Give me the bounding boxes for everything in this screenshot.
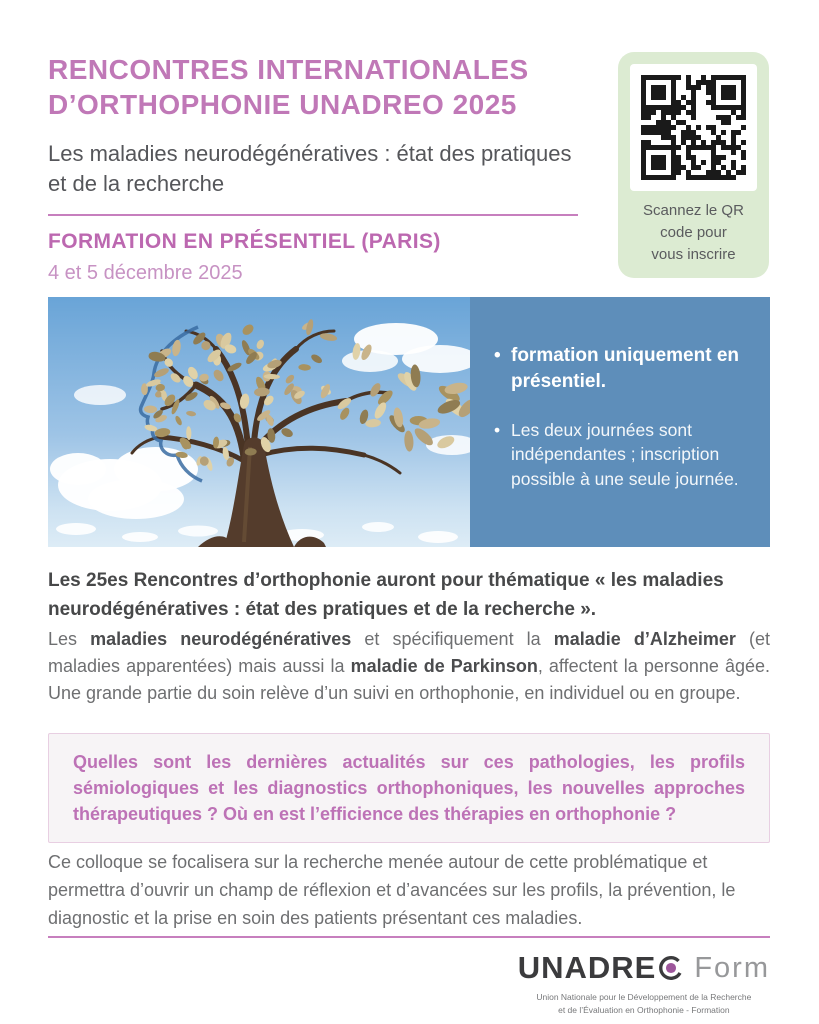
tree-head-photo bbox=[48, 297, 470, 547]
info-bullet-secondary: • Les deux journées sont indépendantes ; inscription possible à une seule journée. bbox=[494, 418, 742, 490]
logo-text-form: Form bbox=[694, 951, 770, 984]
body-paragraph: Les maladies neurodégénératives et spécifiquement la maladie d’Alzheimer (et maladies apparentées) mais aussi la maladie de Parkinson, affectent la personne âgée. Une grande partie du soin relève d’un suivi en orthophonie, en individuel ou en groupe. bbox=[48, 629, 771, 703]
question-text: Quelles sont les dernières actualités sur ces pathologies, les profils sémiologiques et les diagnostics orthophoniques, les nouvelles approches thérapeutiques ? Où en est l’efficience des thérapies en orthophonie ? bbox=[73, 752, 745, 824]
flyer-header bbox=[48, 52, 596, 285]
header-divider bbox=[48, 214, 578, 216]
format-heading: FORMATION EN PRÉSENTIEL (PARIS) bbox=[48, 229, 441, 253]
intro-paragraph: Les 25es Rencontres d’orthophonie auront pour thématique « les maladies neurodégénératives : état des pratiques et de la recherche ». bbox=[48, 570, 724, 621]
qr-caption: Scannez le QR code pour vous inscrire bbox=[643, 202, 744, 263]
hero-section bbox=[48, 297, 770, 547]
info-bullet-list bbox=[494, 343, 742, 491]
info-box bbox=[470, 297, 770, 547]
event-dates: 4 et 5 décembre 2025 bbox=[48, 261, 243, 284]
info-bullet-primary: • formation uniquement en présentiel. bbox=[494, 343, 742, 394]
logo-text-unadre: UNADRE bbox=[517, 950, 657, 985]
footer-divider bbox=[48, 936, 770, 938]
closing-paragraph: Ce colloque se focalisera sur la recherche menée autour de cette problématique et permettra d’ouvrir un champ de réflexion et d’avancées sur les profils, la prévention, le diagnostic et la prise en soin des patients présentant ces maladies. bbox=[48, 852, 736, 928]
logo-tagline: Union Nationale pour le Développement de la Recherche et de l’Évaluation en Orthophonie - Formation bbox=[536, 992, 752, 1015]
qr-code-icon bbox=[630, 64, 757, 191]
page-title: RENCONTRES INTERNATIONALES D’ORTHOPHONIE UNADREO 2025 bbox=[48, 54, 529, 120]
question-box bbox=[48, 733, 770, 843]
unadreo-form-logo bbox=[518, 950, 770, 1017]
subtitle: Les maladies neurodégénératives : état des pratiques et de la recherche bbox=[48, 141, 572, 196]
logo-o-icon bbox=[657, 954, 685, 982]
logo-row bbox=[518, 950, 770, 986]
qr-panel bbox=[618, 52, 769, 278]
